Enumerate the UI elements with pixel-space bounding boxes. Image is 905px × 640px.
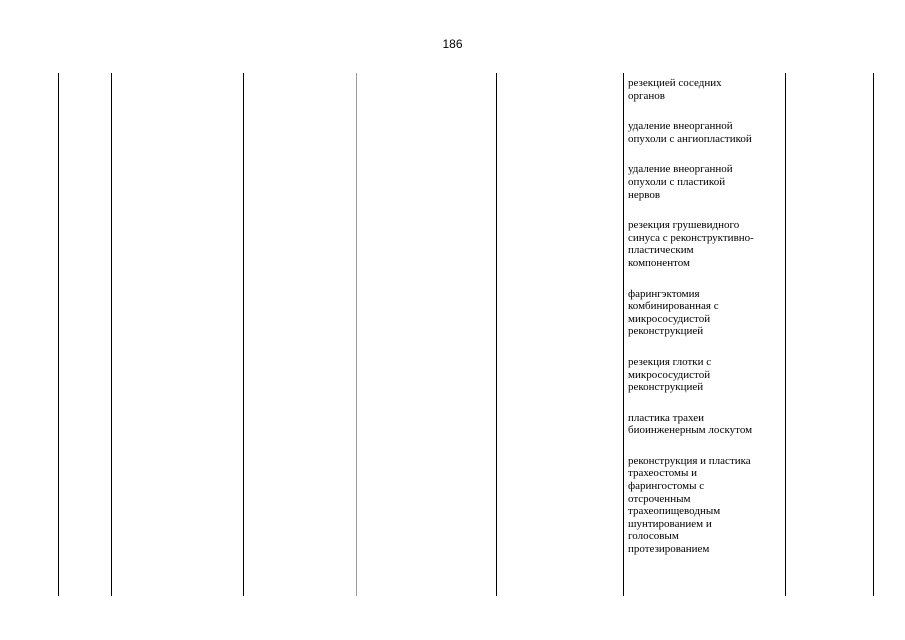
procedure-item: пластика трахеи биоинженерным лоскутом	[628, 411, 753, 437]
column-divider-1	[58, 73, 59, 596]
page-number: 186	[442, 37, 463, 51]
column-divider-2	[111, 73, 112, 596]
column-divider-8	[873, 73, 874, 596]
procedure-item: фарингэктомия комбинированная с микрососудистой реконструкцией	[628, 287, 719, 338]
column-divider-4	[356, 73, 357, 596]
procedure-item: реконструкция и пластика трахеостомы и фарингостомы с отсроченным трахеопищеводным шунтированием и голосовым протезированием	[628, 454, 751, 556]
procedure-item: удаление внеорганной опухоли с ангиопластикой	[628, 120, 752, 145]
procedure-item: резекция глотки с микрососудистой реконструкцией	[628, 355, 712, 394]
column-divider-5	[496, 73, 497, 596]
column-divider-6	[623, 73, 624, 596]
procedure-item: резекцией соседних органов	[628, 77, 722, 102]
column-divider-7	[785, 73, 786, 596]
procedure-item: удаление внеорганной опухоли с пластикой нервов	[628, 163, 733, 201]
procedure-item: резекция грушевидного синуса с реконструктивно- пластическим компонентом	[628, 219, 754, 269]
column-divider-3	[243, 73, 244, 596]
procedure-list	[628, 77, 784, 556]
